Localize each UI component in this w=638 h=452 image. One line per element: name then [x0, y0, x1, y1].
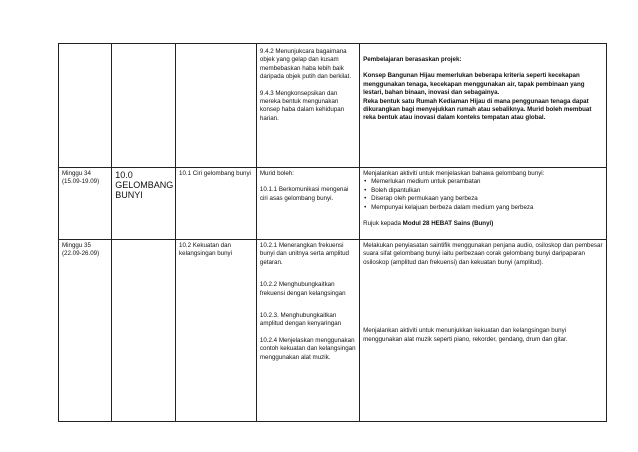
objective-text: 9.4.3 Mengkonsepsikan dan mereka bentuk mengunakan konsep haba dalam kehidupan harian. — [259, 89, 345, 122]
table-row — [59, 44, 607, 168]
list-item: • Boleh dipantulkan — [363, 187, 603, 195]
week-cell — [59, 44, 112, 168]
objective-text: 10.2.2 Menghubungkaitkan frekuensi dengan kelangsingan — [259, 281, 346, 297]
table-row — [59, 240, 607, 422]
objective-text: 10.2.3. Menghubungkaitkan amplitud dengan kenyaringan — [259, 312, 342, 328]
activity-intro: Menjalankan aktiviti untuk menjelaskan bahawa gelombang bunyi: — [363, 170, 545, 177]
activities-cell — [360, 240, 607, 422]
activity-bullet-list — [363, 178, 603, 212]
activities-cell — [360, 168, 607, 240]
activities-cell — [360, 44, 607, 168]
objective-intro: Murid boleh: — [259, 170, 294, 177]
week-cell: Minggu 35 (22.09-26.09) — [59, 240, 112, 422]
standard-cell: 10.2 Kekuatan dan kelangsingan bunyi — [176, 240, 257, 422]
activity-text: Konsep Bangunan Hijau memerlukan beberapa kriteria seperti kecekapan menggunakan tenaga, kecekapan menggunakan air, tapak pembinaan yang lestari, bahan binaan, inovasi dan sebagainya. — [363, 72, 585, 97]
objective-text: 10.2.4 Menjelaskan menggunakan contoh kekuatan dan kelangsingan menggunakan alat muzik. — [259, 336, 356, 361]
table-row — [59, 168, 607, 240]
objective-text: 10.2.1 Menerangkan frekuensi bunyi dan unitnya serta amplitud getaran. — [259, 242, 349, 266]
objectives-cell — [256, 168, 359, 240]
objectives-cell — [256, 240, 359, 422]
objectives-cell — [256, 44, 359, 168]
objective-text: 9.4.2 Menunjukcara bagaimana objek yang gelap dan kusam membebaskan haba lebih baik daripada objek putih dan berkilat. — [259, 48, 352, 81]
activity-text: Melakukan penyiasatan saintifik menggunakan penjana audio, osiloskop dan pembesar suara sifat gelombang bunyi iaitu perbezaan corak gelombang bunyi daripaparan osiloskop (amplitud dan frekuensi) dan kekuatan bunyi (amplitud). — [363, 242, 603, 266]
theme-cell: 10.0 GELOMBANG BUNYI — [112, 168, 176, 240]
list-item: • Diserap oleh permukaan yang berbeza — [363, 195, 603, 203]
activity-text: Menjalankan aktiviti untuk menunjukkan kekuatan dan kelangsingan bunyi menggunakan alat muzik seperti piano, rekorder, gendang, drum dan gitar. — [363, 327, 568, 343]
standard-cell: 10.1 Ciri gelombang bunyi — [176, 168, 257, 240]
list-item: • Memerlukan medium untuk perambatan — [363, 178, 603, 186]
week-cell: Minggu 34 (15.09-19.09) — [59, 168, 112, 240]
lesson-plan-table — [58, 43, 607, 422]
standard-cell — [176, 44, 257, 168]
theme-cell — [112, 44, 176, 168]
activity-text: Reka bentuk satu Rumah Kediaman Hijau di mana penggunaan tenaga dapat dikurangkan bagi menyejukkan rumah atau sebaliknya. Murid boleh membuat reka bentuk atau inovasi dalam konteks tempatan atau global. — [363, 97, 592, 122]
theme-cell — [112, 240, 176, 422]
activity-title: Pembelajaran berasaskan projek: — [363, 56, 462, 63]
objective-text: 10.1.1 Berkomunikasi mengenai ciri asas gelombang bunyi. — [259, 186, 349, 202]
module-reference: Rujuk kepada Modul 28 HEBAT Sains (Bunyi) — [363, 220, 494, 228]
list-item: • Mempunyai kelajuan berbeza dalam medium yang berbeza — [363, 204, 603, 212]
